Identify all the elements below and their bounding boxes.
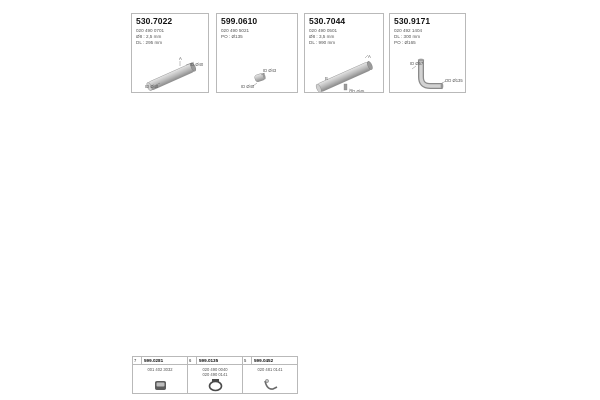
accessory-item[interactable] — [243, 357, 297, 393]
accessory-part-number: 599.0281 — [144, 357, 164, 363]
exhaust-pipe-drawing — [305, 14, 384, 93]
dimension-label: ID Ø57 — [410, 61, 424, 66]
spec-line: PO : Ø135 — [221, 34, 243, 39]
accessory-reference: 020 490 0141 — [202, 372, 228, 377]
spec-line: PO : Ø165 — [394, 40, 416, 45]
oem-reference: 020 490 0501 — [309, 28, 338, 33]
part-card[interactable] — [216, 13, 298, 93]
accessory-item[interactable] — [133, 357, 188, 393]
accessory-reference: 001 402 3032 — [147, 367, 173, 372]
accessory-item[interactable] — [188, 357, 243, 393]
part-number: 530.7022 — [136, 16, 173, 26]
dimension-label: ID Ø43 — [263, 68, 277, 73]
part-number: 530.9171 — [394, 16, 431, 26]
oem-reference: 020 490 5021 — [221, 28, 250, 33]
spec-line: DL : 990 mm — [309, 40, 336, 45]
dimension-label: OD Ø45 — [349, 89, 365, 94]
dimension-label: OD Ø135 — [445, 78, 463, 83]
accessory-index: 6 — [189, 357, 192, 363]
spec-line: Ø8 : 3,5 mm — [309, 34, 335, 39]
band-clamp-icon — [188, 357, 243, 395]
part-number: 530.7044 — [309, 16, 346, 26]
accessory-index: 7 — [134, 357, 137, 363]
dimension-label: A — [368, 54, 371, 59]
dimension-label: ID Ø40 — [241, 84, 255, 89]
accessory-part-number: 599.0135 — [199, 357, 219, 363]
accessory-reference: 020 490 0040 — [202, 367, 228, 372]
tailpipe-drawing — [132, 14, 209, 93]
spec-line: DL : 300 mm — [394, 34, 421, 39]
connector-sleeve-drawing — [217, 14, 298, 93]
clamp-icon — [133, 357, 188, 395]
part-card[interactable] — [389, 13, 466, 93]
accessory-reference: 020 481 0141 — [257, 367, 283, 372]
part-card[interactable] — [131, 13, 209, 93]
oem-reference: 020 492 1404 — [394, 28, 423, 33]
accessory-index: 5 — [244, 357, 247, 363]
dimension-label: ID Ø40 — [145, 84, 159, 89]
oem-reference: 020 490 0701 — [136, 28, 165, 33]
spec-line: Ø8 : 2,5 mm — [136, 34, 162, 39]
dimension-label: B — [325, 76, 328, 81]
dimension-label: ID Ø40 — [190, 62, 204, 67]
spec-line: DL : 295 mm — [136, 40, 163, 45]
bent-pipe-drawing — [390, 14, 466, 93]
hanger-icon — [243, 357, 298, 395]
part-card[interactable] — [304, 13, 384, 93]
dimension-label: A — [179, 56, 182, 61]
part-number: 599.0610 — [221, 16, 258, 26]
accessory-table — [132, 356, 298, 394]
accessory-part-number: 599.0452 — [254, 357, 274, 363]
